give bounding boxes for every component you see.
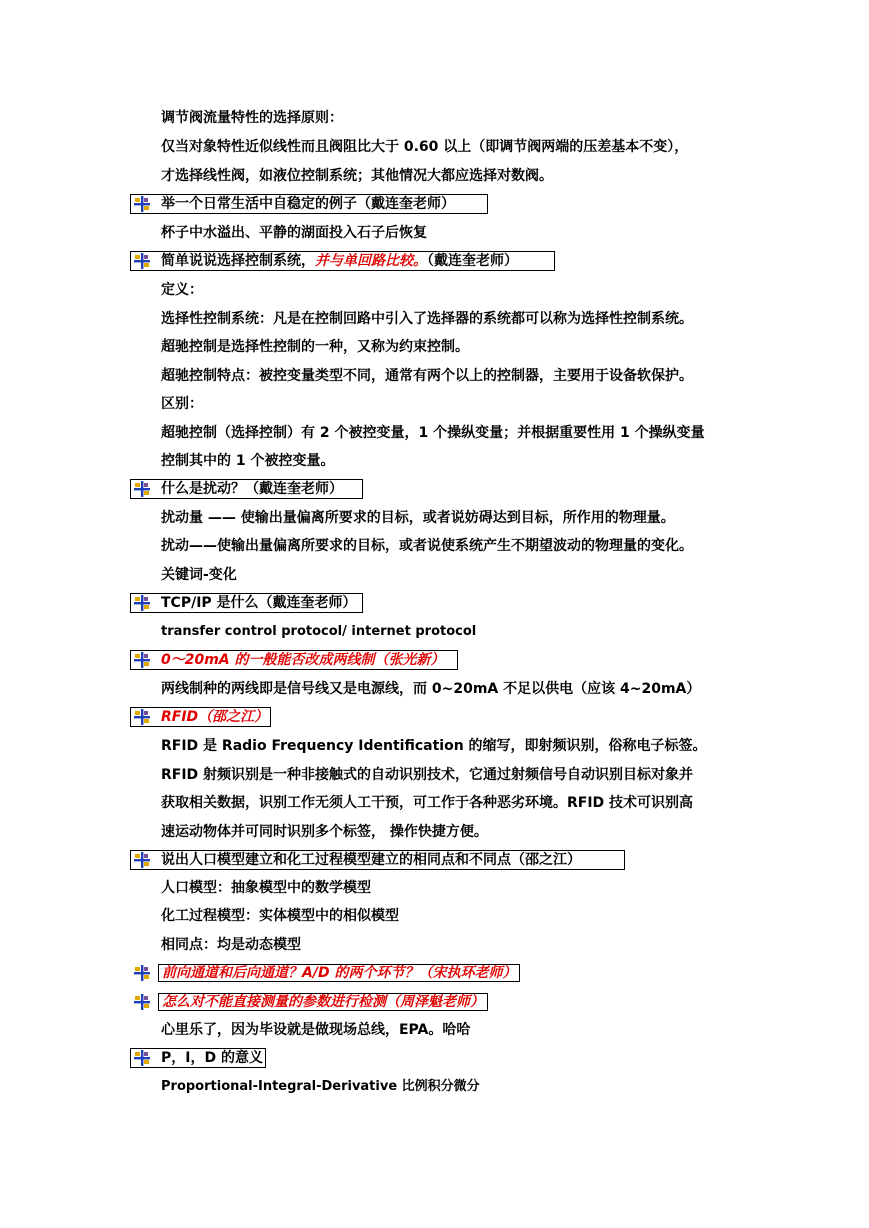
answer-line: 超驰控制（选择控制）有 2 个被控变量，1 个操纵变量；并根据重要性用 1 个操纵变量 <box>161 425 705 441</box>
question-heading <box>130 963 525 983</box>
answer-line: transfer control protocol/ internet protocol <box>161 624 477 639</box>
answer-line: 相同点：均是动态模型 <box>161 937 301 953</box>
answer-line: 人口模型：抽象模型中的数学模型 <box>161 880 371 896</box>
question-heading <box>130 251 555 271</box>
arrow-bullet-icon <box>134 652 150 668</box>
question-text: P，I，D 的意义 <box>161 1050 263 1066</box>
answer-line: 速运动物体并可同时识别多个标签， 操作快捷方便。 <box>161 824 488 840</box>
paragraph-line: 调节阀流量特性的选择原则： <box>161 110 343 126</box>
question-text: 什么是扰动？（戴连奎老师） <box>161 481 343 497</box>
question-text-highlight: 并与单回路比较。 <box>315 253 427 269</box>
question-heading <box>130 992 493 1012</box>
answer-line: 心里乐了，因为毕设就是做现场总线，EPA。哈哈 <box>161 1022 471 1038</box>
question-heading <box>130 650 458 670</box>
question-text: （戴连奎老师） <box>427 253 518 269</box>
answer-line: RFID 是 Radio Frequency Identification 的缩写，即射频识别，俗称电子标签。 <box>161 738 707 754</box>
arrow-bullet-icon <box>134 253 150 269</box>
answer-line: Proportional-Integral-Derivative 比例积分微分 <box>161 1079 480 1094</box>
question-heading <box>130 707 271 727</box>
question-text: 简单说说选择控制系统， <box>161 253 315 269</box>
answer-line: 两线制种的两线即是信号线又是电源线，而 0~20mA 不足以供电（应该 4~20mA） <box>161 681 701 697</box>
answer-line: 超驰控制是选择性控制的一种，又称为约束控制。 <box>161 339 469 355</box>
question-text-highlight: RFID（邵之江） <box>161 709 269 725</box>
question-heading <box>130 850 625 870</box>
question-text-highlight: 0～20mA 的一般能否改成两线制（张光新） <box>161 652 445 668</box>
arrow-bullet-icon <box>134 481 150 497</box>
arrow-bullet-icon <box>134 709 150 725</box>
answer-line: 定义： <box>161 282 203 298</box>
answer-line: 超驰控制特点：被控变量类型不同，通常有两个以上的控制器，主要用于设备软保护。 <box>161 368 693 384</box>
arrow-bullet-icon <box>134 852 150 868</box>
arrow-bullet-icon <box>134 994 150 1010</box>
paragraph-line: 才选择线性阀，如液位控制系统；其他情况大都应选择对数阀。 <box>161 168 553 184</box>
answer-line: 扰动量 —— 使输出量偏离所要求的目标，或者说妨碍达到目标，所作用的物理量。 <box>161 510 675 526</box>
answer-line: RFID 射频识别是一种非接触式的自动识别技术，它通过射频信号自动识别目标对象并 <box>161 767 694 783</box>
arrow-bullet-icon <box>134 965 150 981</box>
paragraph-line: 仅当对象特性近似线性而且阀阻比大于 0.60 以上（即调节阀两端的压差基本不变）， <box>161 139 689 155</box>
question-heading <box>130 593 363 613</box>
question-text-highlight: 怎么对不能直接测量的参数进行检测（周泽魁老师） <box>158 993 488 1011</box>
answer-line: 控制其中的 1 个被控变量。 <box>161 453 335 469</box>
arrow-bullet-icon <box>134 196 150 212</box>
question-text: 举一个日常生活中自稳定的例子（戴连奎老师） <box>161 196 455 212</box>
arrow-bullet-icon <box>134 1050 150 1066</box>
arrow-bullet-icon <box>134 595 150 611</box>
answer-line: 扰动——使输出量偏离所要求的目标，或者说使系统产生不期望波动的物理量的变化。 <box>161 538 693 554</box>
answer-line: 获取相关数据，识别工作无须人工干预，可工作于各种恶劣环境。RFID 技术可识别高 <box>161 795 694 811</box>
answer-line: 区别： <box>161 396 203 412</box>
answer-line: 杯子中水溢出、平静的湖面投入石子后恢复 <box>161 225 427 241</box>
question-heading <box>130 194 488 214</box>
question-heading <box>130 479 363 499</box>
question-text: TCP/IP 是什么（戴连奎老师） <box>161 595 357 611</box>
answer-line: 选择性控制系统：凡是在控制回路中引入了选择器的系统都可以称为选择性控制系统。 <box>161 311 693 327</box>
answer-line: 化工过程模型：实体模型中的相似模型 <box>161 908 399 924</box>
question-heading <box>130 1048 266 1068</box>
question-text: 说出人口模型建立和化工过程模型建立的相同点和不同点（邵之江） <box>161 852 581 868</box>
answer-line: 关键词-变化 <box>161 567 237 583</box>
question-text-highlight: 前向通道和后向通道？A/D 的两个环节？（宋执环老师） <box>158 964 520 982</box>
